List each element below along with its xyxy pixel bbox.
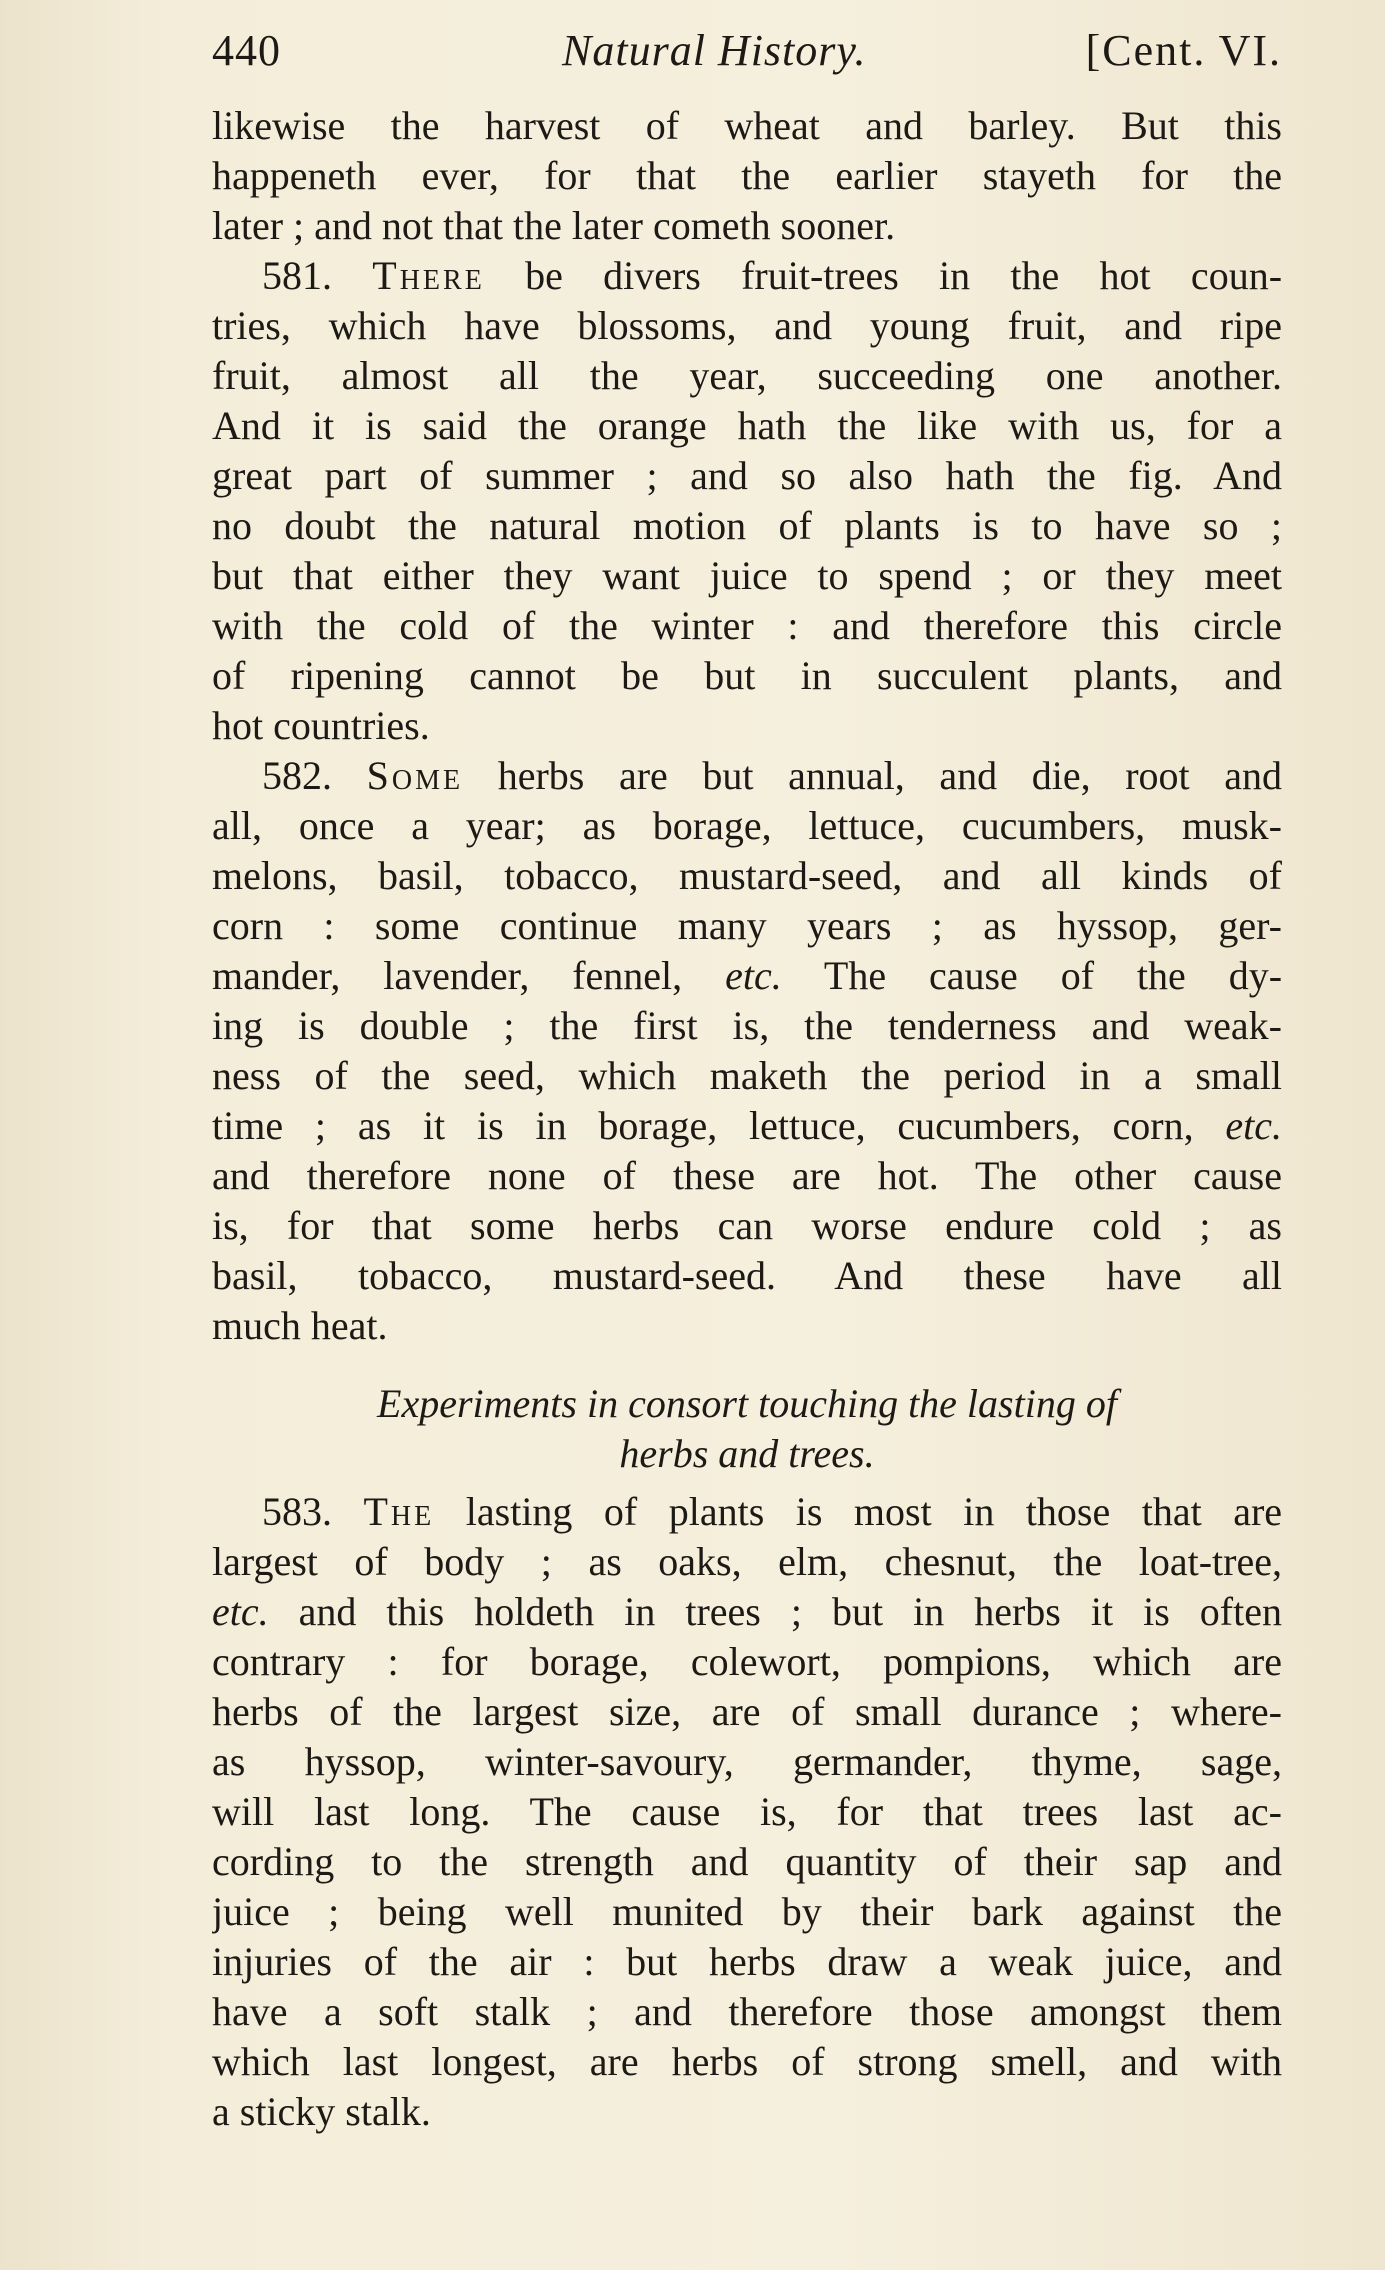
- lead-word: The: [363, 1489, 435, 1534]
- text-run: and this holdeth in trees ; but in herbs it is often: [298, 1589, 1282, 1634]
- text-run: be divers fruit-trees in the hot coun-: [525, 253, 1282, 298]
- section-heading: [212, 1379, 1282, 1479]
- century-marker: [Cent. VI.: [1085, 26, 1282, 75]
- heading-line: Experiments in consort touching the lasting of: [377, 1381, 1117, 1426]
- text-line: juice ; being well munited by their bark against the: [212, 1889, 1282, 1934]
- text-run: lasting of plants is most in those that are: [465, 1489, 1282, 1534]
- text-line: have a soft stalk ; and therefore those amongst them: [212, 1989, 1282, 2034]
- text-line: [212, 1101, 1282, 1151]
- lead-word: Some: [366, 753, 464, 798]
- text-run: mander, lavender, fennel,: [212, 953, 683, 998]
- paragraph-582: [212, 751, 1282, 1351]
- text-line: And it is said the orange hath the like with us, for a: [212, 403, 1282, 448]
- text-line: corn : some continue many years ; as hyssop, ger-: [212, 903, 1282, 948]
- text-line: herbs of the largest size, are of small durance ; where-: [212, 1689, 1282, 1734]
- text-line: happeneth ever, for that the earlier stayeth for the: [212, 153, 1282, 198]
- paragraph-number: 582.: [262, 753, 332, 798]
- text-line: no doubt the natural motion of plants is to have so ;: [212, 503, 1282, 548]
- text-block: [212, 25, 1282, 2137]
- text-line: great part of summer ; and so also hath the fig. And: [212, 453, 1282, 498]
- paragraph-number: 581.: [262, 253, 332, 298]
- text-line: cording to the strength and quantity of their sap and: [212, 1839, 1282, 1884]
- text-line: is, for that some herbs can worse endure cold ; as: [212, 1203, 1282, 1248]
- text-line: largest of body ; as oaks, elm, chesnut, the loat-tree,: [212, 1539, 1282, 1584]
- text-line: [212, 751, 1282, 801]
- text-line: injuries of the air : but herbs draw a weak juice, and: [212, 1939, 1282, 1984]
- text-line: [212, 1587, 1282, 1637]
- text-line: of ripening cannot be but in succulent plants, and: [212, 653, 1282, 698]
- text-line: and therefore none of these are hot. The other cause: [212, 1153, 1282, 1198]
- text-line: will last long. The cause is, for that trees last ac-: [212, 1789, 1282, 1834]
- page-number: 440: [212, 26, 281, 75]
- text-line: basil, tobacco, mustard-seed. And these have all: [212, 1253, 1282, 1298]
- text-line: but that either they want juice to spend ; or they meet: [212, 553, 1282, 598]
- italic-run: etc.: [212, 1589, 269, 1634]
- paragraph-continuation: [212, 101, 1282, 251]
- text-line: ness of the seed, which maketh the period in a small: [212, 1053, 1282, 1098]
- italic-run: etc.: [1225, 1103, 1282, 1148]
- italic-run: etc.: [725, 953, 782, 998]
- text-line: tries, which have blossoms, and young fruit, and ripe: [212, 303, 1282, 348]
- text-line: with the cold of the winter : and therefore this circle: [212, 603, 1282, 648]
- text-line: [212, 1487, 1282, 1537]
- running-header: [212, 25, 1282, 101]
- lead-word: There: [372, 253, 485, 298]
- text-line: ing is double ; the first is, the tenderness and weak-: [212, 1003, 1282, 1048]
- running-title: Natural History.: [562, 26, 867, 75]
- text-line: a sticky stalk.: [212, 2089, 431, 2134]
- text-line: melons, basil, tobacco, mustard-seed, and all kinds of: [212, 853, 1282, 898]
- text-line: much heat.: [212, 1303, 388, 1348]
- text-line: all, once a year; as borage, lettuce, cucumbers, musk-: [212, 803, 1282, 848]
- text-run: time ; as it is in borage, lettuce, cucumbers, corn,: [212, 1103, 1194, 1148]
- text-run: The cause of the dy-: [823, 953, 1282, 998]
- text-line: hot countries.: [212, 703, 430, 748]
- text-line: likewise the harvest of wheat and barley. But this: [212, 103, 1282, 148]
- text-line: which last longest, are herbs of strong smell, and with: [212, 2039, 1282, 2084]
- paragraph-581: [212, 251, 1282, 751]
- text-line: contrary : for borage, colewort, pompions, which are: [212, 1639, 1282, 1684]
- paragraph-number: 583.: [262, 1489, 332, 1534]
- text-line: as hyssop, winter-savoury, germander, thyme, sage,: [212, 1739, 1282, 1784]
- text-line: [212, 251, 1282, 301]
- paragraph-583: [212, 1487, 1282, 2137]
- text-line: fruit, almost all the year, succeeding one another.: [212, 353, 1282, 398]
- text-line: [212, 951, 1282, 1001]
- text-run: herbs are but annual, and die, root and: [497, 753, 1282, 798]
- heading-line: herbs and trees.: [619, 1431, 875, 1476]
- text-line: later ; and not that the later cometh sooner.: [212, 203, 896, 248]
